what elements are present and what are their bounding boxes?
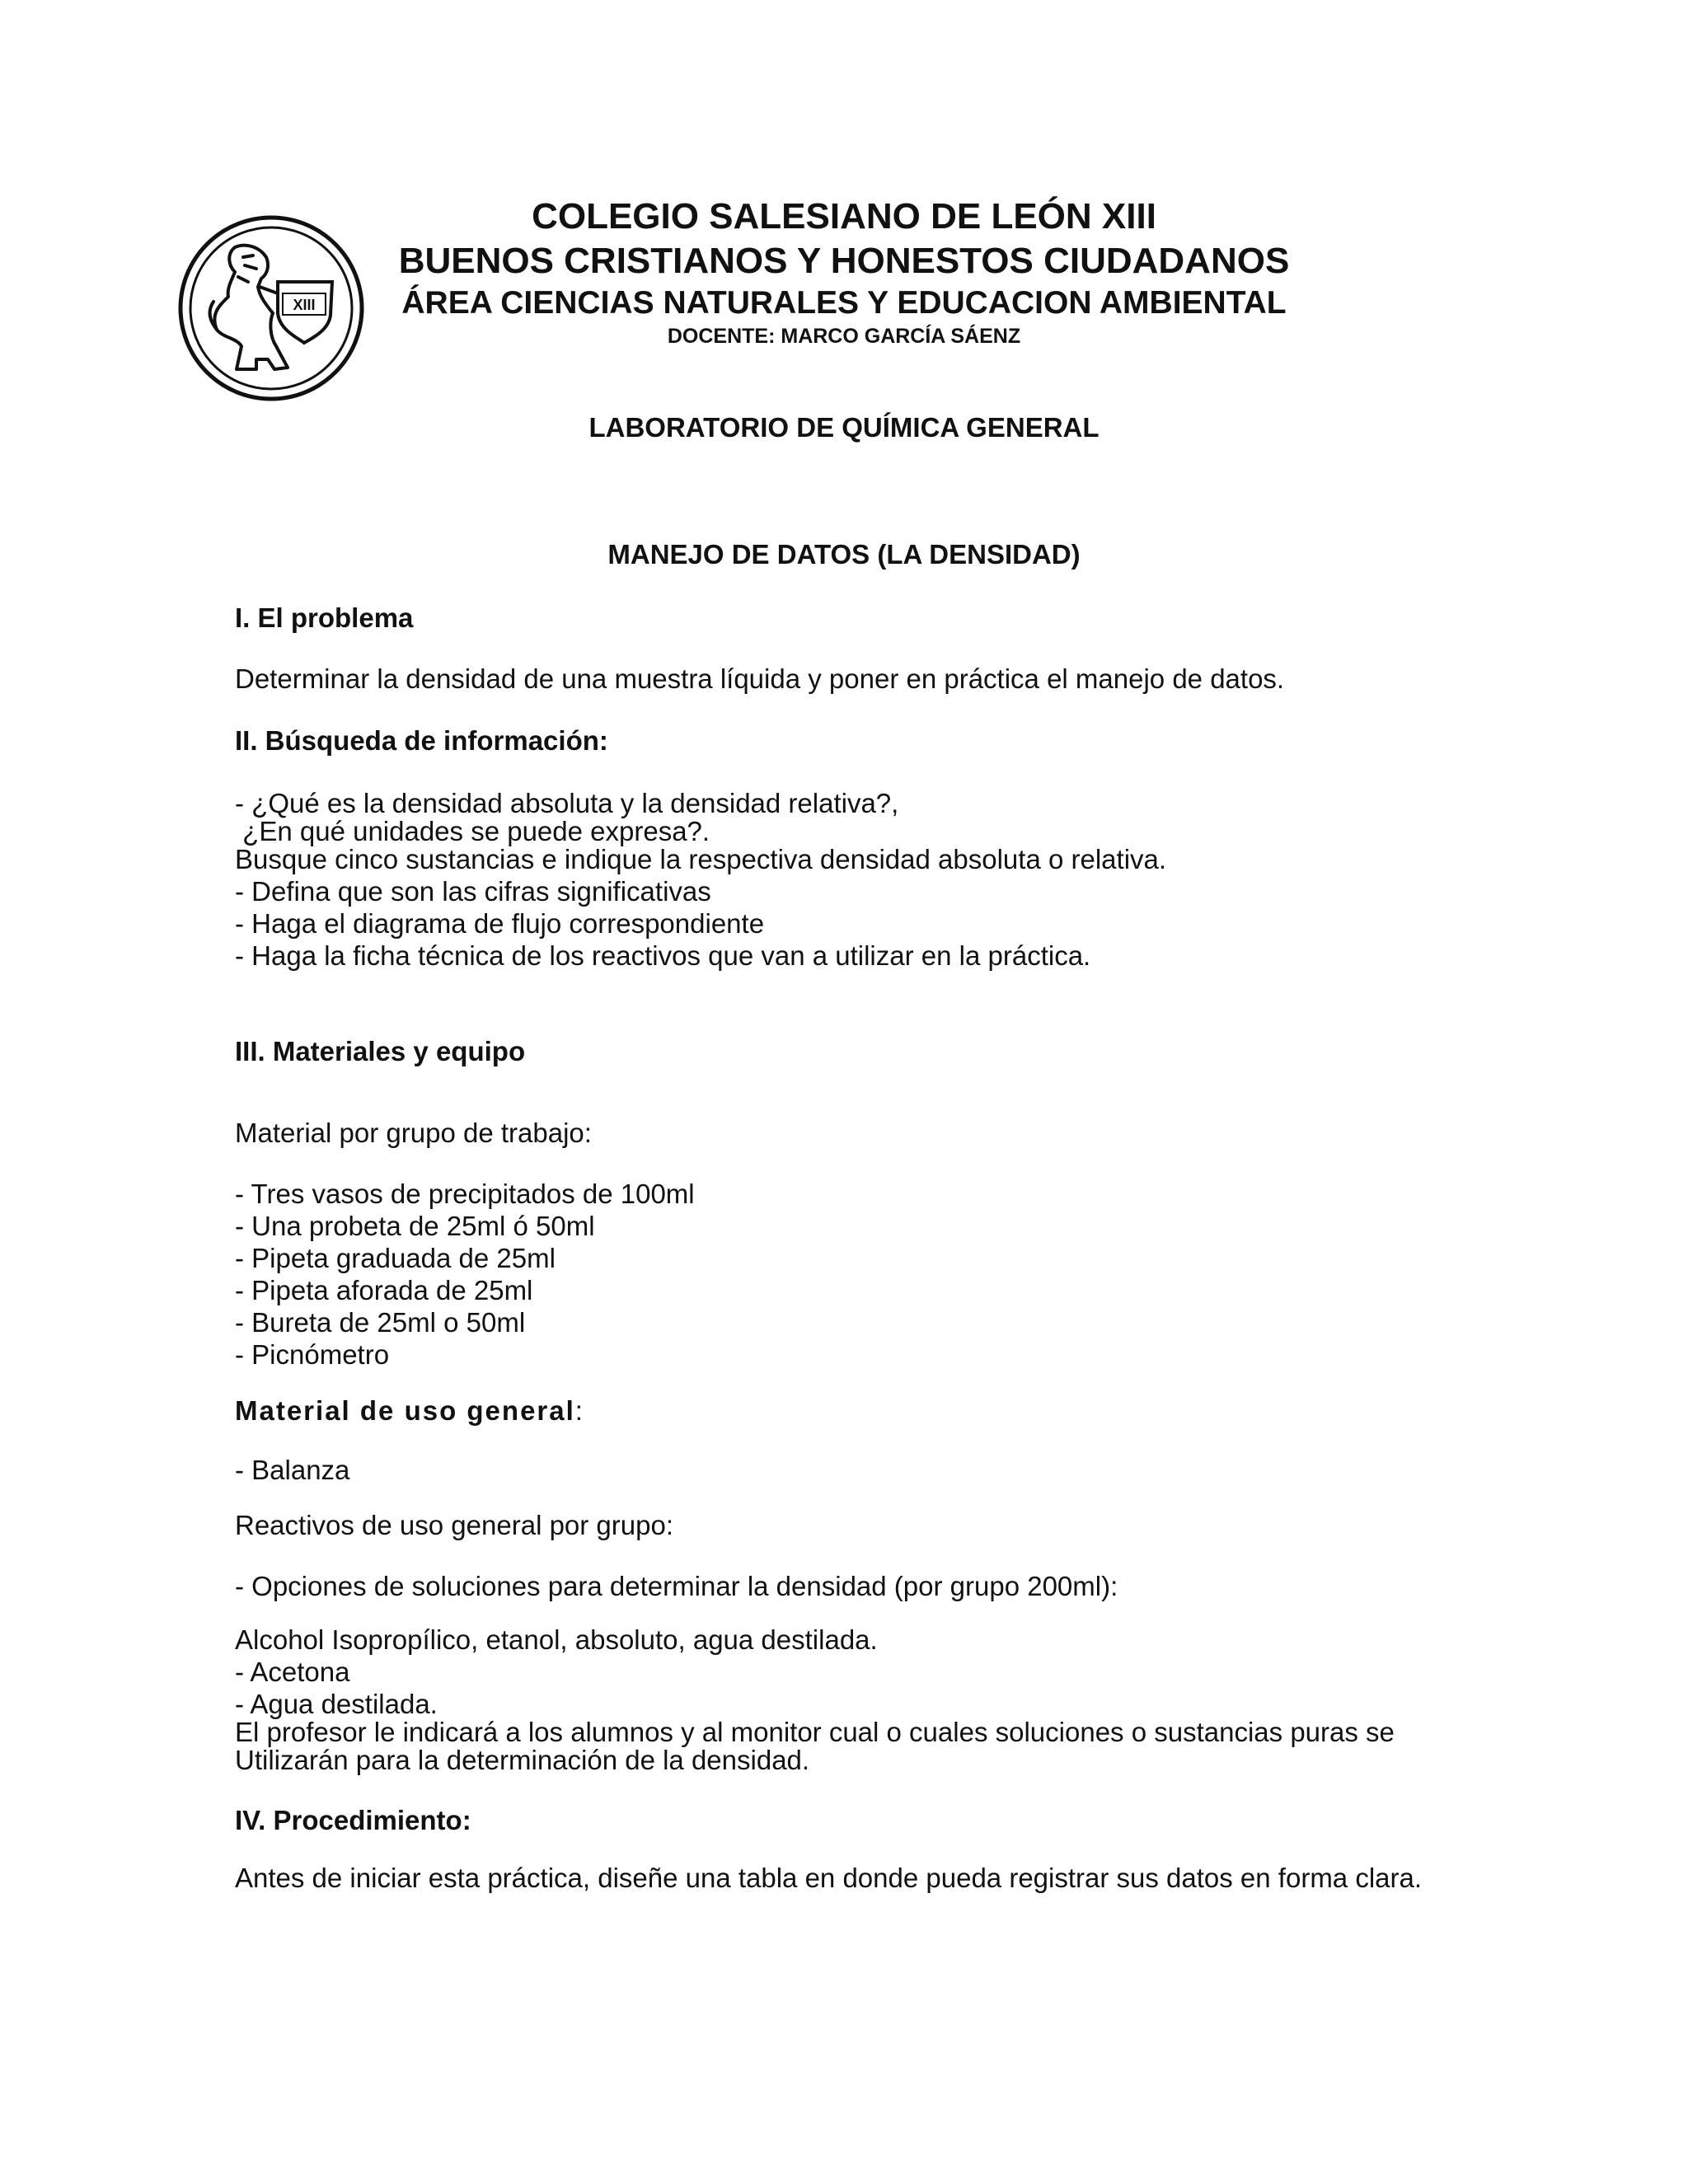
reagent-line: - Acetona	[235, 1657, 350, 1687]
material-item: - Pipeta graduada de 25ml	[235, 1243, 556, 1273]
teacher-name: DOCENTE: MARCO GARCÍA SÁENZ	[667, 325, 1021, 348]
section-4-text: Antes de iniciar esta práctica, diseñe una tabla en donde pueda registrar sus datos en forma clara.	[235, 1863, 1423, 1893]
material-item: - Picnómetro	[235, 1339, 390, 1370]
section-2-line: ¿En qué unidades se puede expresa?.	[235, 816, 710, 846]
reagent-line: El profesor le indicará a los alumnos y al monitor cual o cuales soluciones o sustancias puras se	[235, 1717, 1395, 1747]
logo-text: XIII	[293, 297, 316, 313]
material-item: - Una probeta de 25ml ó 50ml	[235, 1211, 595, 1241]
general-material-label-text: Material de uso general	[235, 1395, 575, 1426]
practice-title: MANEJO DE DATOS (LA DENSIDAD)	[607, 539, 1081, 569]
reagent-line: Alcohol Isopropílico, etanol, absoluto, agua destilada.	[235, 1624, 878, 1655]
reagents-label: Reactivos de uso general por grupo:	[235, 1510, 673, 1540]
general-material-colon: :	[574, 1395, 583, 1426]
section-1-text: Determinar la densidad de una muestra líquida y poner en práctica el manejo de datos.	[235, 663, 1285, 694]
section-3-heading: III. Materiales y equipo	[235, 1036, 526, 1066]
reagent-line: - Agua destilada.	[235, 1689, 438, 1719]
solutions-options: - Opciones de soluciones para determinar la densidad (por grupo 200ml):	[235, 1571, 1118, 1601]
general-material-item: - Balanza	[235, 1455, 350, 1485]
section-2-line: Busque cinco sustancias e indique la respectiva densidad absoluta o relativa.	[235, 844, 1167, 874]
material-item: - Pipeta aforada de 25ml	[235, 1275, 533, 1305]
lab-title: LABORATORIO DE QUÍMICA GENERAL	[588, 412, 1100, 443]
section-2-line: - Haga la ficha técnica de los reactivos que van a utilizar en la práctica.	[235, 940, 1091, 971]
section-1-heading: I. El problema	[235, 602, 414, 633]
section-2-line: - Haga el diagrama de flujo correspondiente	[235, 908, 765, 939]
reagent-line: Utilizarán para la determinación de la densidad.	[235, 1745, 810, 1775]
group-material-label: Material por grupo de trabajo:	[235, 1118, 592, 1148]
general-material-label	[235, 1395, 583, 1427]
section-4-heading: IV. Procedimiento:	[235, 1805, 471, 1835]
section-2-line: - Defina que son las cifras significativas	[235, 876, 711, 907]
school-motto: BUENOS CRISTIANOS Y HONESTOS CIUDADANOS	[398, 241, 1290, 281]
material-item: - Bureta de 25ml o 50ml	[235, 1307, 526, 1338]
section-2-heading: II. Búsqueda de información:	[235, 725, 608, 756]
school-name: COLEGIO SALESIANO DE LEÓN XIII	[532, 196, 1156, 237]
section-2-line: - ¿Qué es la densidad absoluta y la densidad relativa?,	[235, 788, 899, 818]
material-item: - Tres vasos de precipitados de 100ml	[235, 1179, 695, 1209]
area-title: ÁREA CIENCIAS NATURALES Y EDUCACION AMBIENTAL	[401, 285, 1287, 321]
